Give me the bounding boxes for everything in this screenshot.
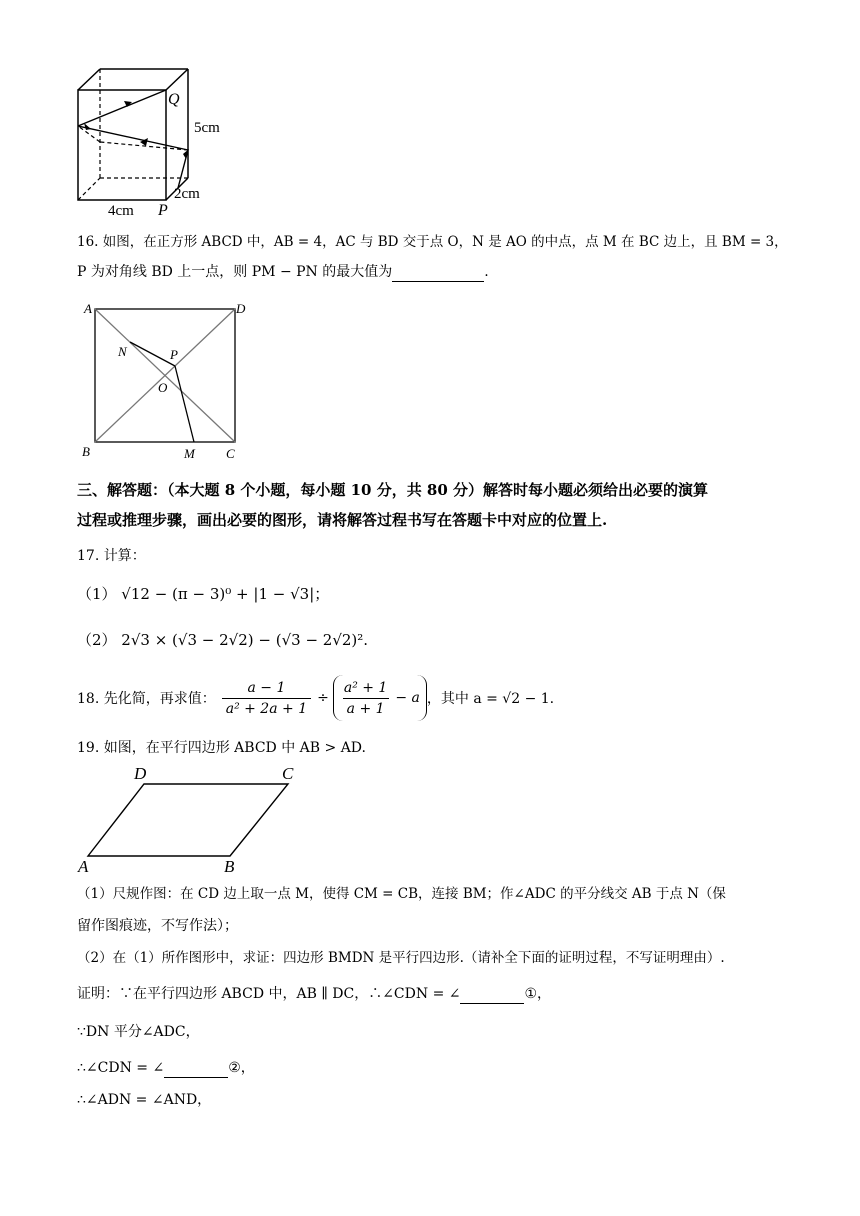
section3-line1: 三、解答题：（本大题 8 个小题，每小题 10 分，共 80 分）解答时每小题必须给出必要的演算 (77, 481, 709, 499)
blank-1 (460, 989, 524, 1004)
proof1-end: ①， (524, 986, 552, 1002)
vertex-c: C (282, 764, 294, 783)
vertex-a: A (78, 857, 89, 874)
q19-part1b: 留作图痕迹，不写作法）； (77, 918, 238, 934)
vertex-c: C (226, 446, 235, 461)
q18-frac1-num: a − 1 (247, 679, 286, 696)
square-figure (78, 296, 258, 466)
label-depth: 2cm (174, 186, 200, 202)
proof3-text: ∴∠CDN = ∠ (77, 1060, 165, 1076)
q18-paren-group (333, 675, 427, 721)
q17-part1: （1） √12 − (π − 3)⁰ + |1 − √3|； (77, 585, 330, 603)
answer-blank (392, 267, 484, 282)
q18-frac2-den: a + 1 (343, 698, 389, 717)
blank-2 (164, 1063, 228, 1078)
vertex-d: D (134, 764, 147, 783)
label-p: P (158, 202, 168, 219)
q16-line2-end: . (484, 264, 489, 280)
proof3-end: ②， (228, 1060, 255, 1076)
point-p: P (170, 347, 178, 362)
q19-proof-1 (77, 984, 551, 1004)
q19-part1a: （1）尺规作图：在 CD 边上取一点 M，使得 CM = CB，连接 BM；作∠ADC 的平分线交 AB 于点 N（保 (77, 886, 726, 902)
point-o: O (158, 380, 168, 395)
q18-frac2 (340, 680, 392, 717)
q16-line2 (77, 262, 489, 282)
q19-proof-3 (77, 1058, 255, 1078)
label-q: Q (168, 91, 180, 108)
vertex-d: D (236, 301, 246, 316)
vertex-b: B (82, 444, 90, 459)
parallelogram-figure (74, 762, 314, 874)
q16-line2-text: P 为对角线 BD 上一点，则 PM − PN 的最大值为 (77, 264, 393, 280)
q17-title: 17. 计算： (77, 548, 146, 564)
q19-proof-4: ∴∠ADN = ∠AND， (77, 1092, 212, 1108)
q18-frac2-num: a² + 1 (343, 679, 388, 696)
vertex-b: B (224, 857, 235, 874)
q19-proof-2: ∵DN 平分∠ADC， (77, 1024, 200, 1040)
vertex-a: A (84, 301, 92, 316)
q17-part2: （2） 2√3 × (√3 − 2√2) − (√3 − 2√2)². (77, 631, 369, 649)
q18-minus-a: − a (395, 690, 420, 706)
q18-div: ÷ (317, 690, 329, 706)
q18 (77, 672, 554, 724)
q19-part2: （2）在（1）所作图形中，求证：四边形 BMDN 是平行四边形.（请补全下面的证明过程，不写证明理由）. (77, 950, 725, 966)
proof1-text: 证明：∵在平行四边形 ABCD 中，AB ∥ DC，∴∠CDN = ∠ (77, 986, 461, 1002)
q16-line1: 16. 如图，在正方形 ABCD 中，AB = 4，AC 与 BD 交于点 O，N 是 AO 的中点，点 M 在 BC 边上，且 BM = 3， (77, 234, 788, 250)
q18-frac1-den: a² + 2a + 1 (222, 698, 311, 717)
q18-frac1 (222, 680, 311, 717)
point-n: N (118, 344, 127, 359)
label-height: 5cm (194, 120, 220, 136)
box-figure (70, 60, 270, 220)
point-m: M (184, 446, 195, 461)
section3-line2: 过程或推理步骤，画出必要的图形，请将解答过程书写在答题卡中对应的位置上. (77, 511, 608, 529)
q19-title: 19. 如图，在平行四边形 ABCD 中 AB > AD. (77, 740, 366, 756)
q18-post: ，其中 a = √2 − 1. (426, 691, 555, 707)
q18-pre: 18. 先化简，再求值： (77, 691, 216, 707)
label-width: 4cm (108, 203, 134, 219)
